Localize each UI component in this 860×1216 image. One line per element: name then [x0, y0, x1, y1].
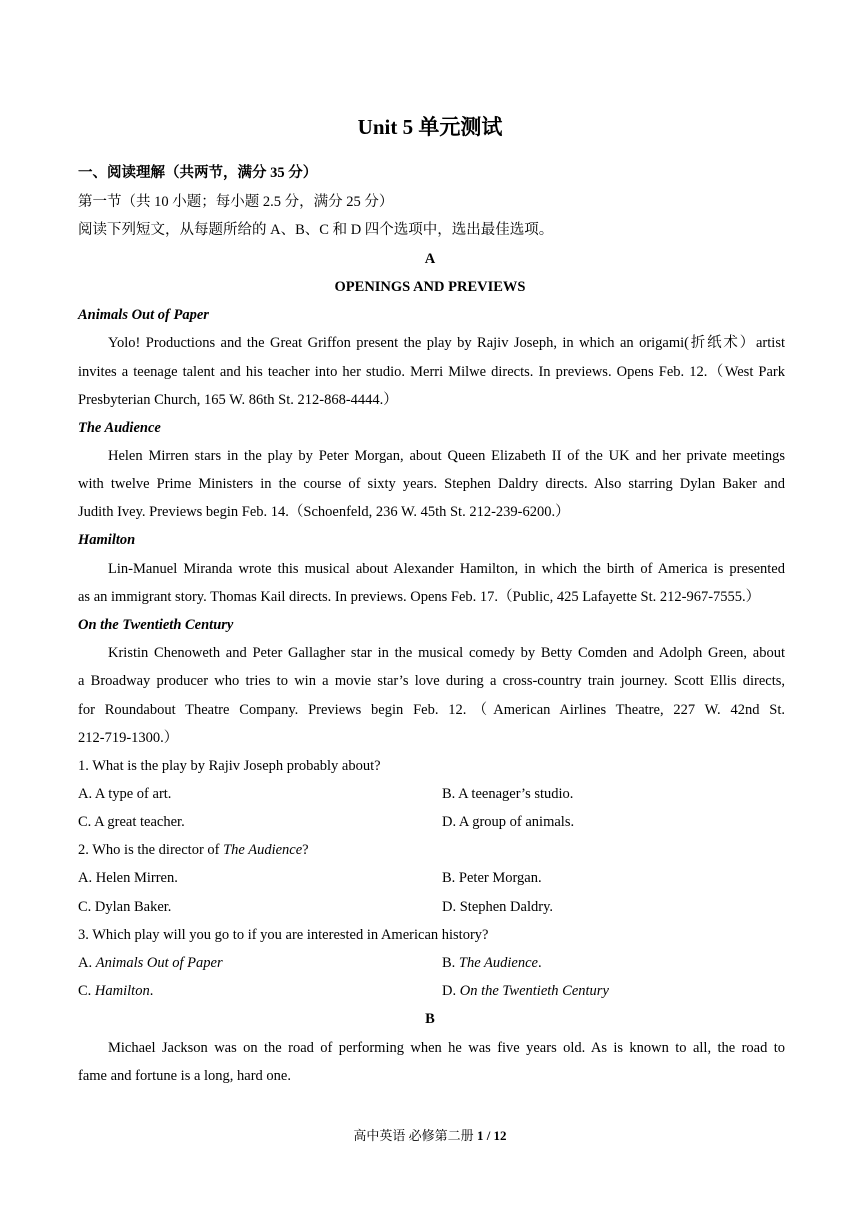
option-end: . — [537, 955, 542, 971]
option-c: C. Dylan Baker. — [78, 899, 172, 915]
passage-text-line: fame and fortune is a long, hard one. — [78, 1068, 291, 1084]
footer-text: 高中英语 必修第二册 — [353, 1128, 477, 1143]
option-c — [78, 981, 153, 1001]
option-letter: C. — [78, 983, 95, 999]
play-text-line: Lin-Manuel Miranda wrote this musical about Alexander Hamilton, in which the birth of America is presented — [108, 561, 785, 577]
section-heading: 一、阅读理解（共两节，满分 35 分） — [78, 165, 318, 181]
passage-a-label: A — [424, 251, 436, 267]
instruction-text: 阅读下列短文，从每题所给的 A、B、C 和 D 四个选项中，选出最佳选项。 — [78, 222, 554, 238]
option-c: C. A great teacher. — [78, 814, 185, 830]
play-text-line: Yolo! Productions and the Great Griffon present the play by Rajiv Joseph, in which an origami(折纸术）artist — [108, 335, 785, 351]
passage-text-line: Michael Jackson was on the road of performing when he was five years old. As is known to all, the road to — [108, 1040, 785, 1056]
play-text-line: Helen Mirren stars in the play by Peter Morgan, about Queen Elizabeth II of the UK and her private meetings — [108, 448, 785, 464]
play-text-line: Kristin Chenoweth and Peter Gallagher star in the musical comedy by Betty Comden and Adolph Green, about — [108, 645, 785, 661]
passage-a-heading: OPENINGS AND PREVIEWS — [334, 279, 526, 295]
page-title: Unit 5 单元测试 — [357, 115, 503, 139]
option-italic: Animals Out of Paper — [95, 955, 223, 971]
play-text-line: Judith Ivey. Previews begin Feb. 14.（Schoenfeld, 236 W. 45th St. 212-239-6200.） — [78, 504, 570, 520]
option-b — [442, 953, 542, 973]
option-letter: A. — [78, 955, 96, 971]
play-text-line: as an immigrant story. Thomas Kail directs. In previews. Opens Feb. 17.（Public, 425 Lafayette St. 212-967-7555.） — [78, 589, 761, 605]
play-text-line: 212-719-1300.） — [78, 730, 179, 746]
option-d — [442, 981, 609, 1001]
option-d: D. A group of animals. — [442, 814, 575, 830]
part-heading: 第一节（共 10 小题；每小题 2.5 分，满分 25 分） — [78, 194, 394, 210]
question-stem: 1. What is the play by Rajiv Joseph probably about? — [78, 758, 381, 774]
option-italic: The Audience — [458, 955, 538, 971]
question-stem — [78, 840, 785, 860]
play-text-line: Presbyterian Church, 165 W. 86th St. 212-868-4444.） — [78, 392, 398, 408]
option-italic: On the Twentieth Century — [459, 983, 609, 999]
question-stem: 3. Which play will you go to if you are interested in American history? — [78, 927, 489, 943]
option-a — [78, 953, 223, 973]
question-stem-end: ? — [302, 842, 309, 858]
passage-b-label: B — [425, 1011, 435, 1027]
option-a: A. A type of art. — [78, 786, 172, 802]
play-text-line: a Broadway producer who tries to win a movie star’s love during a cross-country train journey. Scott Ellis directs, — [78, 673, 785, 689]
page-footer — [0, 1127, 860, 1145]
play-text-line: with twelve Prime Ministers in the course of sixty years. Stephen Daldry directs. Also starring Dylan Baker and — [78, 476, 785, 492]
option-letter: B. — [442, 955, 459, 971]
option-b: B. Peter Morgan. — [442, 870, 542, 886]
option-letter: D. — [442, 983, 460, 999]
page-number: 1 / 12 — [476, 1128, 507, 1143]
play-title: Animals Out of Paper — [78, 307, 209, 323]
option-d: D. Stephen Daldry. — [442, 899, 554, 915]
option-end: . — [149, 983, 154, 999]
play-title: On the Twentieth Century — [78, 617, 234, 633]
play-text-line: invites a teenage talent and his teacher into her studio. Merri Milwe directs. In previews. Opens Feb. 12.（West Park — [78, 364, 785, 380]
play-title: Hamilton — [78, 532, 136, 548]
question-stem-text: 2. Who is the director of — [78, 842, 224, 858]
option-a: A. Helen Mirren. — [78, 870, 178, 886]
question-stem-italic: The Audience — [223, 842, 303, 858]
option-italic: Hamilton — [94, 983, 150, 999]
play-title: The Audience — [78, 420, 161, 436]
option-b: B. A teenager’s studio. — [442, 786, 574, 802]
play-text-line: for Roundabout Theatre Company. Previews begin Feb. 12.（American Airlines Theatre, 227 W. 42nd St. — [78, 702, 785, 718]
